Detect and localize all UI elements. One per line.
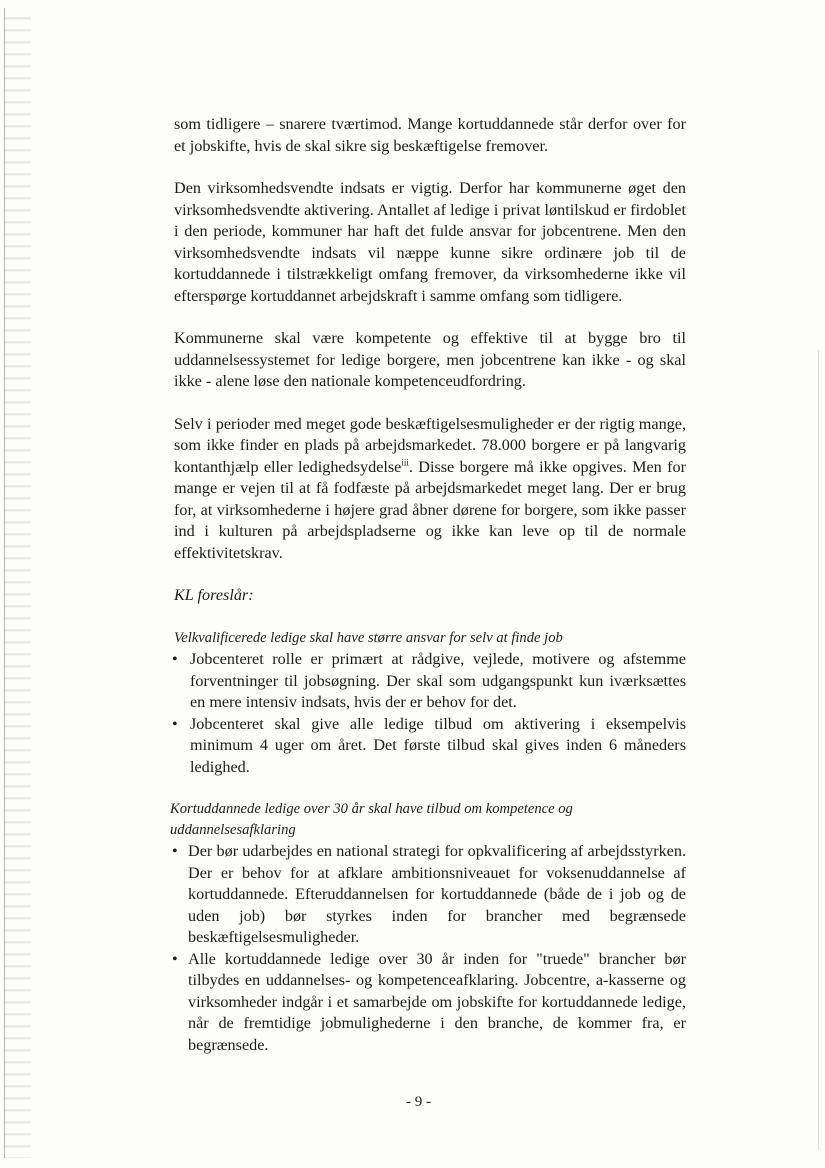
footnote-marker: iii xyxy=(401,457,409,468)
scan-edge-right xyxy=(818,350,819,1150)
list-item-text: Jobcenteret skal give alle ledige tilbud om aktivering i eksempelvis minimum 4 uger om året. Det første tilbud skal gives inden 6 måneders ledighed. xyxy=(190,714,686,776)
kl-proposal-heading: KL foreslår: xyxy=(174,586,254,604)
paragraph-2: Den virksomhedsvendte indsats er vigtig. Derfor har kommunerne øget den virksomhedsvendte aktivering. Antallet af ledige i privat løntilskud er firdoblet i den periode, kommuner har haft det fulde ansvar for jobcentrene. Men den virksomhedsvendte indsats vil næppe kunne sikre ordinære job til de kortuddannede i tilstrækkeligt omfang fremover, da virksomhederne ikke vil efterspørge kortuddannet arbejdskraft i samme omfang som tidligere. xyxy=(174,179,686,305)
paragraph-4-text-b: . Disse borgere må ikke opgives. Men for mange er vejen til at få fodfæste på arbejdsmarkedet meget lang. Der er brug for, at virksomhederne i højere grad åbner dørene for borgere, som ikke passer ind i kulturen på arbejdspladserne og ikke kan leve op til de normale effektivitetskrav. xyxy=(174,457,686,562)
section-a-list xyxy=(174,649,686,778)
page-body xyxy=(170,114,686,1056)
bullet-icon: • xyxy=(172,714,178,733)
list-item-text: Alle kortuddannede ledige over 30 år inden for "truede" brancher bør tilbydes en uddannelses- og kompetenceafklaring. Jobcentre, a-kasserne og virksomheder indgår i et samarbejde om jobskifte for kortuddannede ledige, når de fremtidige jobmulighederne i den branche, de kommer fra, er begrænsede. xyxy=(188,949,686,1054)
list-item xyxy=(174,714,686,779)
section-b-list xyxy=(174,841,686,1056)
paragraph-1: som tidligere – snarere tværtimod. Mange kortuddannede står derfor over for et jobskifte, hvis de skal sikre sig beskæftigelse fremover. xyxy=(174,115,686,155)
list-item-text: Der bør udarbejdes en national strategi for opkvalificering af arbejdsstyrken. Der er behov for at afklare ambitionsniveauet for voksenuddannelse af kortuddannede. Efteruddannelsen for kortuddannede (både de i job og de uden job) bør styrkes inden for brancher med begrænsede beskæftigelsesmuligheder. xyxy=(188,842,686,946)
paragraph-4 xyxy=(174,414,686,565)
section-a-title: Velkvalificerede ledige skal have større ansvar for selv at finde job xyxy=(174,629,563,646)
list-item-text: Jobcenteret rolle er primært at rådgive, vejlede, motivere og afstemme forventninger til jobsøgning. Der skal som udgangspunkt kun iværksættes en mere intensiv indsats, hvis der er behov for det. xyxy=(190,650,686,711)
bullet-icon: • xyxy=(172,842,178,860)
section-b-title: Kortuddannede ledige over 30 år skal have tilbud om kompetence og uddannelsesafklaring xyxy=(170,801,573,838)
paragraph-4-text-a: Selv i perioder med meget gode beskæftigelsesmuligheder er der rigtig mange, som ikke finder en plads på arbejdsmarkedet. 78.000 borgere er på langvarig kontanthjælp eller ledighedsydelse xyxy=(174,414,686,476)
list-item xyxy=(174,841,686,949)
bullet-icon: • xyxy=(172,949,178,968)
bullet-icon: • xyxy=(172,650,178,668)
list-item xyxy=(174,649,686,714)
page-number: - 9 - xyxy=(406,1094,431,1110)
paragraph-3: Kommunerne skal være kompetente og effektive til at bygge bro til uddannelsessystemet for ledige borgere, men jobcentrene kan ikke - og skal ikke - alene løse den nationale kompetenceudfordring. xyxy=(174,329,686,390)
scan-edge-left xyxy=(4,8,31,1158)
list-item xyxy=(174,949,686,1057)
